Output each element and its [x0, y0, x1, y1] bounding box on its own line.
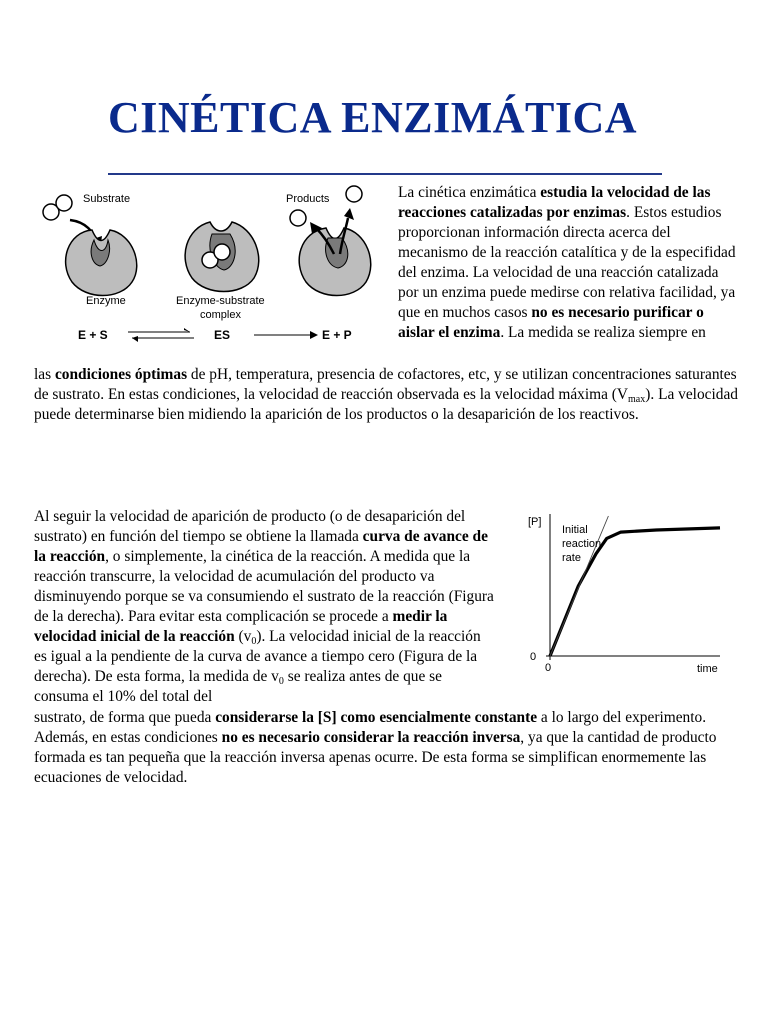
text: , o simplemente, la cinética de la reacción. A medida que la reacción transcurre, la velocidad de acumulación del producto va disminuyendo porque se va consumiendo el sustrato de la reacción (Figura de la derecha). Para evitar esta complicación se procede a: [34, 548, 494, 625]
equation-right: E + P: [322, 328, 352, 342]
bold-text: curva de avance de la reacción: [34, 528, 488, 565]
bold-text: medir la velocidad inicial de la reacción: [34, 608, 448, 645]
text: . La medida se realiza siempre en: [500, 324, 706, 341]
substrate-label: Substrate: [83, 193, 131, 205]
bold-text: considerarse la [S] como esencialmente constante: [215, 709, 538, 726]
subscript: 0: [278, 676, 284, 687]
page-title: CINÉTICA ENZIMÁTICA: [108, 93, 638, 142]
initial-rate-annotation: Initial: [562, 524, 588, 536]
paragraph-2-top: [34, 507, 496, 707]
text: sustrato, de forma que pueda: [34, 709, 216, 726]
text: de pH, temperatura, presencia de cofactores, etc, y se utilizan concentraciones saturantes de sustrato. En estas condiciones, la velocidad de reacción observada es la velocidad máxima (V: [34, 366, 737, 403]
bold-text: estudia la velocidad de las reacciones catalizadas por enzimas: [398, 184, 711, 221]
text: las: [34, 366, 55, 383]
bold-text: no es necesario considerar la reacción inversa: [221, 729, 521, 746]
enzyme-label: Enzyme: [86, 295, 126, 307]
initial-rate-tangent: [550, 516, 608, 656]
text: , ya que la cantidad de producto formada es tan pequeña que la reacción inversa apenas ocurre. De esta forma se simplifican enormemente las ecuaciones de velocidad.: [34, 729, 717, 786]
substrate-molecule-b: [56, 195, 72, 211]
bold-text: no es necesario purificar o aislar el enzima: [398, 304, 704, 341]
subscript: 0: [251, 636, 257, 647]
text: se realiza antes de que se consuma el 10% del total del: [34, 668, 442, 705]
text: . Estos estudios proporcionan información directa acerca del mecanismo de la reacción catalítica y de la especifidad del enzima. La velocidad de una reacción catalizada por un enzima puede medirse con relativa facilidad, ya que en muchos casos: [398, 204, 736, 321]
x-axis-label: time: [697, 663, 718, 675]
product-molecule-a: [346, 186, 362, 202]
text: ). La velocidad puede determinarse bien midiendo la aparición de los productos o la desaparición de los reactivos.: [34, 386, 738, 423]
complex-label-line1: Enzyme-substrate: [176, 295, 265, 307]
initial-rate-annotation: reaction: [562, 538, 602, 550]
text: ). La velocidad inicial de la reacción es igual a la pendiente de la curva de avance a tiempo cero (Figura de la derecha). De esta forma, la medida de v: [34, 628, 481, 685]
y-tick-label: 0: [530, 651, 537, 663]
text: La cinética enzimática: [398, 184, 541, 201]
reaction-progress-chart: [522, 508, 748, 678]
paragraph-2-bottom: [34, 708, 744, 788]
equation-left: E + S: [78, 328, 108, 342]
y-axis-label: [P]: [528, 516, 542, 528]
paragraph-1-top: [398, 183, 738, 343]
paragraph-1-bottom: [34, 365, 744, 425]
subscript: max: [628, 394, 646, 405]
initial-rate-annotation: rate: [562, 552, 581, 564]
products-label: Products: [286, 193, 330, 205]
bold-text: condiciones óptimas: [54, 366, 188, 383]
text: a lo largo del experimento. Además, en estas condiciones: [34, 709, 707, 746]
equation-middle: ES: [214, 328, 231, 342]
x-tick-label: 0: [545, 662, 552, 674]
title-underline: [108, 173, 662, 175]
complex-label-line2: complex: [200, 309, 241, 321]
product-molecule-b: [290, 210, 306, 226]
enzyme-substrate-diagram: [28, 182, 380, 352]
text: (v: [234, 628, 252, 645]
text: Al seguir la velocidad de aparición de producto (o de desaparición del sustrato) en función del tiempo se obtiene la llamada: [34, 508, 466, 545]
